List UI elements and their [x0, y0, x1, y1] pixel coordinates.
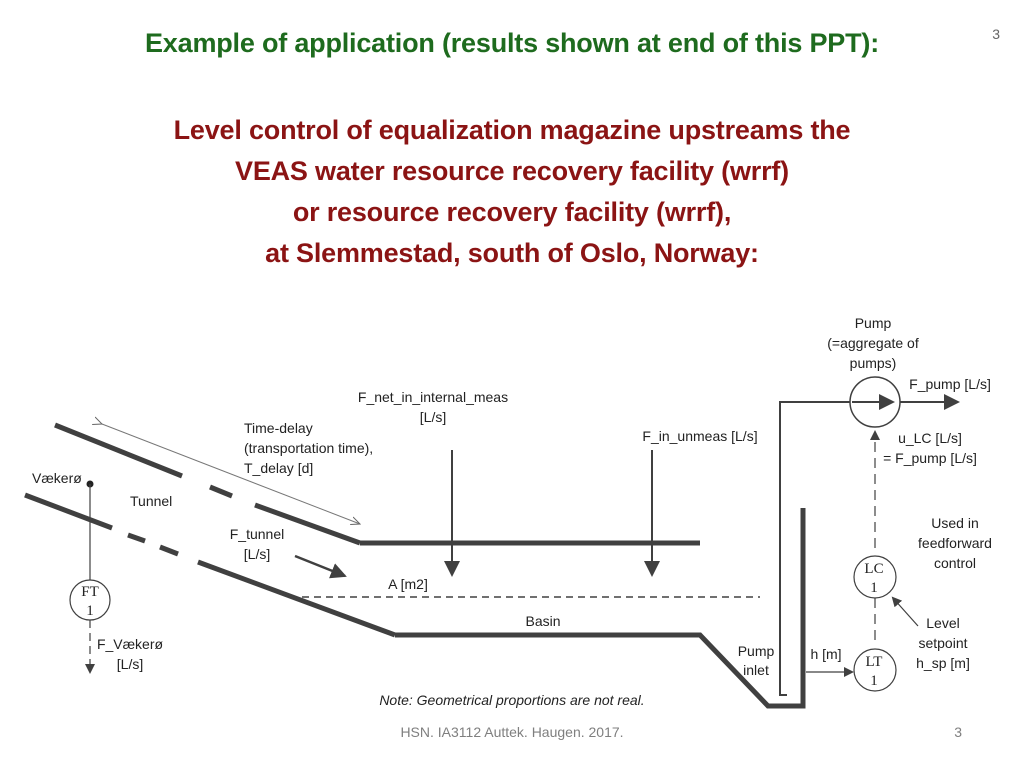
lt-tag-number: 1 [870, 673, 878, 689]
subheading-line-2: VEAS water resource recovery facility (wrrf) [235, 156, 789, 186]
time-delay-label-3: T_delay [d] [244, 460, 314, 476]
f-net-label-2: [L/s] [419, 409, 447, 425]
tunnel-lower-wall [25, 495, 803, 706]
subheading-line-4: at Slemmestad, south of Oslo, Norway: [265, 238, 759, 268]
u-lc-label-1: u_LC [L/s] [898, 430, 962, 446]
subheading-line-3: or resource recovery facility (wrrf), [292, 197, 732, 227]
subheading-line-1: Level control of equalization magazine upstreams the [173, 115, 851, 145]
level-sp-label-1: Level [926, 615, 960, 631]
f-tunnel-label-1: F_tunnel [229, 526, 285, 542]
pump-label-2: (=aggregate of [827, 335, 919, 351]
f-vaekero-label-2: [L/s] [116, 656, 144, 672]
pump-label-1: Pump [854, 315, 892, 331]
lc-tag-number: 1 [870, 580, 878, 596]
f-tunnel-label-2: [L/s] [243, 546, 271, 562]
slide-number-bottom: 3 [954, 724, 962, 740]
tunnel-label: Tunnel [130, 493, 173, 509]
vaekero-label: Vækerø [32, 470, 82, 486]
f-pump-label: F_pump [L/s] [909, 376, 991, 392]
used-in-label-2: feedforward [918, 535, 992, 551]
f-vaekero-label-1: F_Vækerø [96, 636, 164, 652]
f-in-unmeas-label: F_in_unmeas [L/s] [642, 428, 758, 444]
time-delay-label-2: (transportation time), [244, 440, 374, 456]
pump-label-3: pumps) [849, 355, 897, 371]
pump-inlet-label-2: inlet [743, 662, 769, 678]
setpoint-arrow [893, 598, 918, 626]
slide-heading: Example of application (results shown at end of this PPT): [145, 28, 879, 58]
tunnel-upper-wall [55, 425, 700, 543]
f-tunnel-arrow [295, 556, 345, 576]
a-m2-label: A [m2] [388, 576, 428, 592]
f-net-label-1: F_net_in_internal_meas [357, 389, 509, 405]
ft-tag-number: 1 [86, 603, 94, 619]
time-delay-arrow [102, 424, 360, 524]
u-lc-label-2: = F_pump [L/s] [883, 450, 977, 466]
level-sp-label-2: setpoint [918, 635, 968, 651]
slide-number-top: 3 [992, 26, 1000, 42]
time-delay-label-1: Time-delay [244, 420, 313, 436]
footer-text: HSN. IA3112 Auttek. Haugen. 2017. [400, 724, 624, 740]
basin-label: Basin [525, 613, 561, 629]
used-in-label-1: Used in [931, 515, 979, 531]
lc-tag: LC [864, 561, 884, 577]
used-in-label-3: control [933, 555, 977, 571]
basin-floor [395, 508, 803, 706]
pump-inlet-label-1: Pump [737, 643, 775, 659]
lt-tag: LT [865, 654, 883, 670]
note-label: Note: Geometrical proportions are not real. [379, 692, 645, 708]
ft-tag: FT [81, 584, 99, 600]
level-sp-label-3: h_sp [m] [916, 655, 970, 671]
h-m-label: h [m] [810, 646, 842, 662]
